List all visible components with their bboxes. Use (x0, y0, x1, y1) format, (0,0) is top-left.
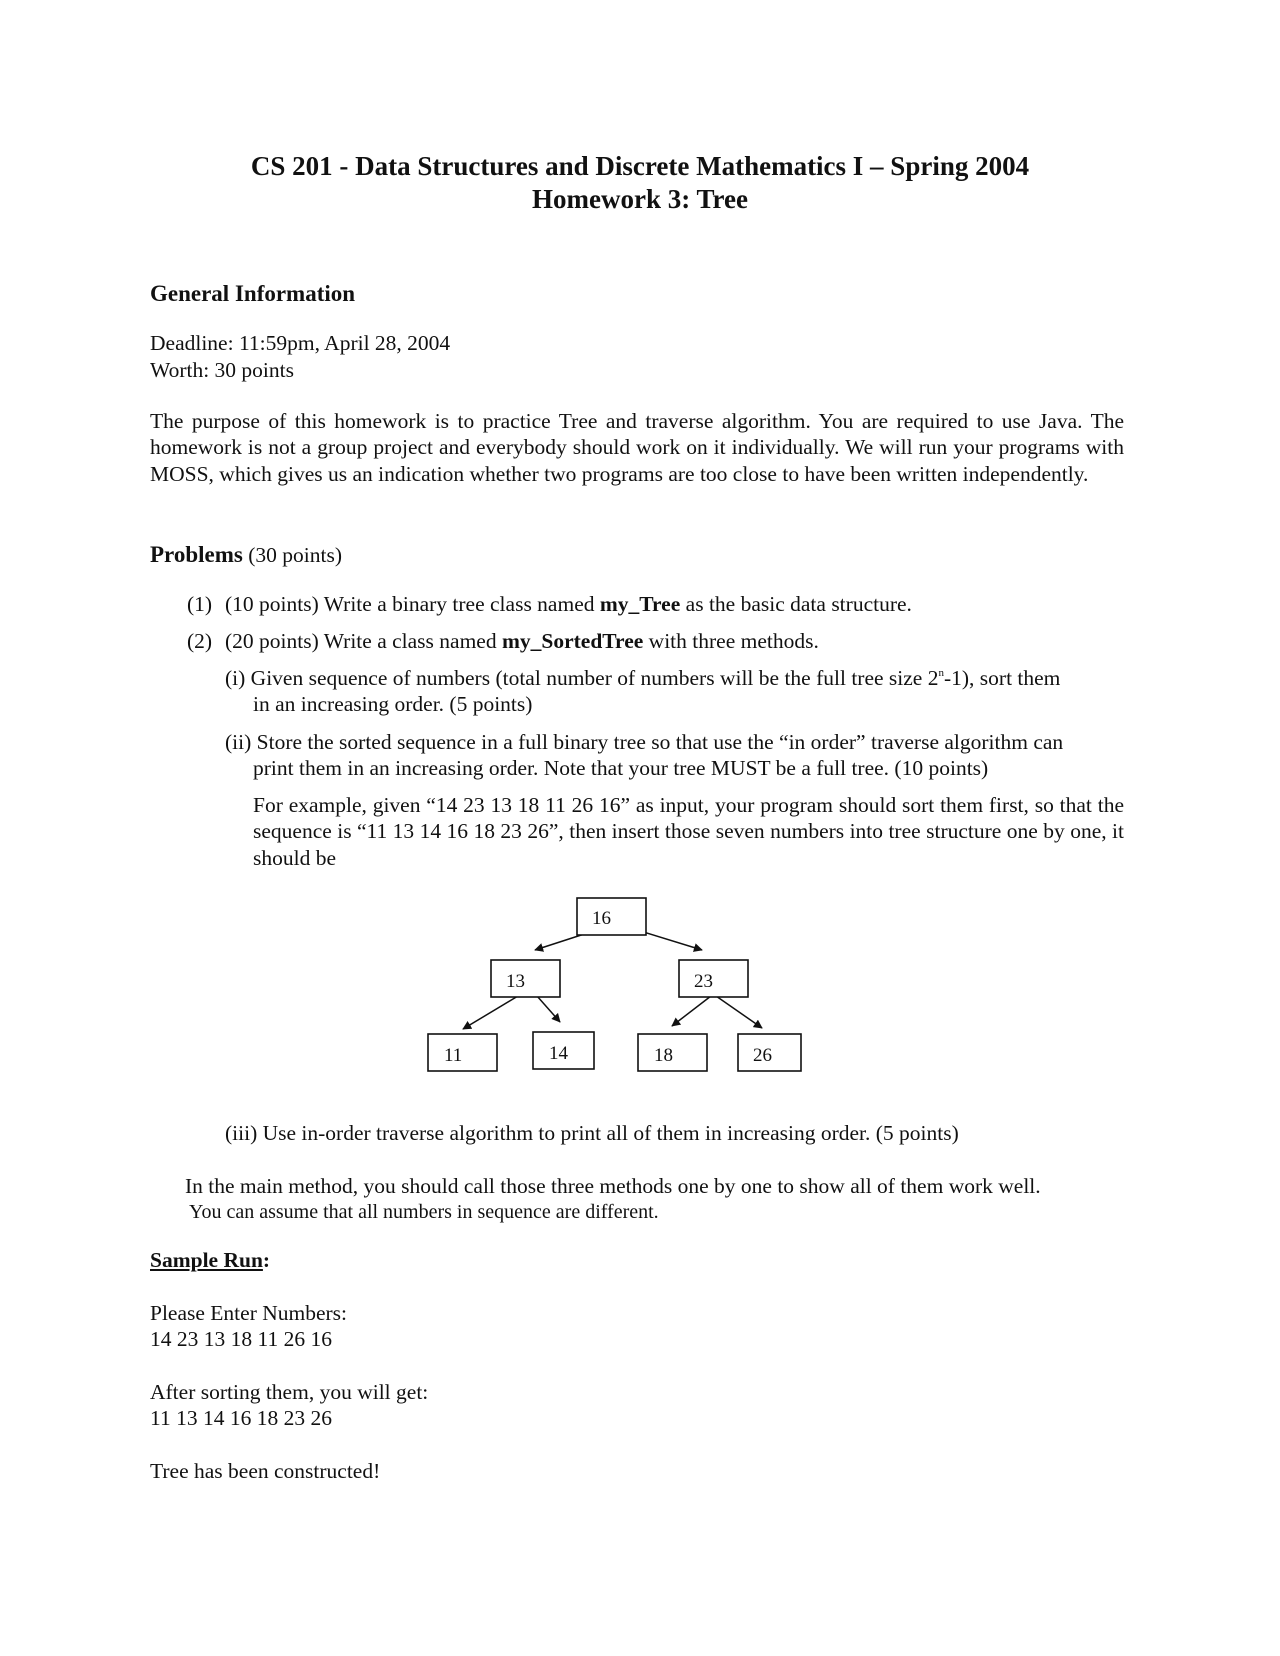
edge-23-26 (716, 996, 762, 1028)
edge-13-14 (537, 996, 560, 1022)
edge-23-18 (672, 996, 711, 1026)
tree-node-rr (738, 1034, 801, 1071)
item-i-line-2: in an increasing order. (5 points) (253, 692, 533, 716)
tree-node-rl (638, 1034, 707, 1071)
class-name-my-sortedtree: my_SortedTree (501, 629, 644, 653)
problems-heading-label: Problems (150, 542, 243, 567)
item-ii-line-2: print them in an increasing order. Note that your tree MUST be a full tree. (10 points) (253, 756, 989, 780)
problem-2-number: (2) (187, 629, 213, 653)
sample-tree-constructed: Tree has been constructed! (150, 1459, 381, 1483)
main-method-line-1: In the main method, you should call those three methods one by one to show all of them work well. (185, 1174, 1041, 1198)
node-root-label: 16 (592, 908, 611, 929)
tree-node-left (491, 960, 560, 997)
sample-prompt: Please Enter Numbers: (150, 1301, 348, 1325)
binary-tree-diagram (0, 880, 1280, 1100)
title-line-2: Homework 3: Tree (532, 184, 748, 214)
general-info-heading: General Information (150, 281, 356, 306)
item-iii-text: (iii) Use in-order traverse algorithm to print all of them in increasing order. (5 points) (225, 1121, 959, 1145)
problem-1-post: as the basic data structure. (680, 592, 912, 616)
sample-after-sorting: After sorting them, you will get: (150, 1380, 429, 1404)
problems-heading (150, 542, 342, 568)
worth-text: Worth: 30 points (150, 358, 294, 382)
problem-2-post: with three methods. (643, 629, 819, 653)
document-title (0, 150, 1280, 216)
main-method-line-2: You can assume that all numbers in sequence are different. (189, 1201, 659, 1223)
problems-points: (30 points) (248, 543, 342, 567)
item-i-post: -1), sort them (943, 666, 1061, 690)
node-rr-label: 26 (753, 1045, 772, 1066)
tree-node-right (679, 960, 748, 997)
item-i-line-1 (225, 665, 1060, 691)
tree-node-ll (428, 1034, 497, 1071)
tree-node-root (577, 898, 646, 935)
problem-1-text (225, 591, 912, 617)
node-right-label: 23 (694, 971, 713, 992)
item-i-superscript: n (938, 667, 944, 679)
problem-1-number: (1) (187, 592, 213, 616)
tree-node-lr (533, 1032, 594, 1069)
problem-2-pre: (20 points) Write a class named (225, 629, 502, 653)
item-ii-line-1: (ii) Store the sorted sequence in a full binary tree so that use the “in order” traverse algorithm can (225, 730, 1064, 754)
sample-run-heading (150, 1247, 270, 1273)
node-left-label: 13 (506, 971, 525, 992)
purpose-paragraph: The purpose of this homework is to practice Tree and traverse algorithm. You are required to use Java. The homework is not a group project and everybody should work on it individually. We will run your programs with MOSS, which gives us an indication whether two programs are too close to have been written independently. (150, 409, 1124, 486)
sample-run-colon: : (262, 1248, 271, 1272)
class-name-my-tree: my_Tree (599, 592, 681, 616)
item-i-pre: (i) Given sequence of numbers (total number of numbers will be the full tree size 2 (225, 666, 939, 690)
node-lr-label: 14 (549, 1043, 568, 1064)
node-ll-label: 11 (444, 1045, 463, 1066)
sample-sorted-output: 11 13 14 16 18 23 26 (150, 1406, 332, 1430)
problem-2-text (225, 628, 819, 654)
problem-1-pre: (10 points) Write a binary tree class named (225, 592, 600, 616)
sample-run-label: Sample Run (150, 1248, 263, 1272)
node-rl-label: 18 (654, 1045, 673, 1066)
deadline-text: Deadline: 11:59pm, April 28, 2004 (150, 331, 451, 355)
example-paragraph: For example, given “14 23 13 18 11 26 16” as input, your program should sort them first, so that the sequence is “11 13 14 16 18 23 26”, then insert those seven numbers into tree structure one by one, it should be (253, 793, 1124, 870)
sample-input: 14 23 13 18 11 26 16 (150, 1327, 332, 1351)
edge-13-11 (463, 996, 518, 1029)
title-line-1: CS 201 - Data Structures and Discrete Mathematics I – Spring 2004 (250, 151, 1030, 181)
